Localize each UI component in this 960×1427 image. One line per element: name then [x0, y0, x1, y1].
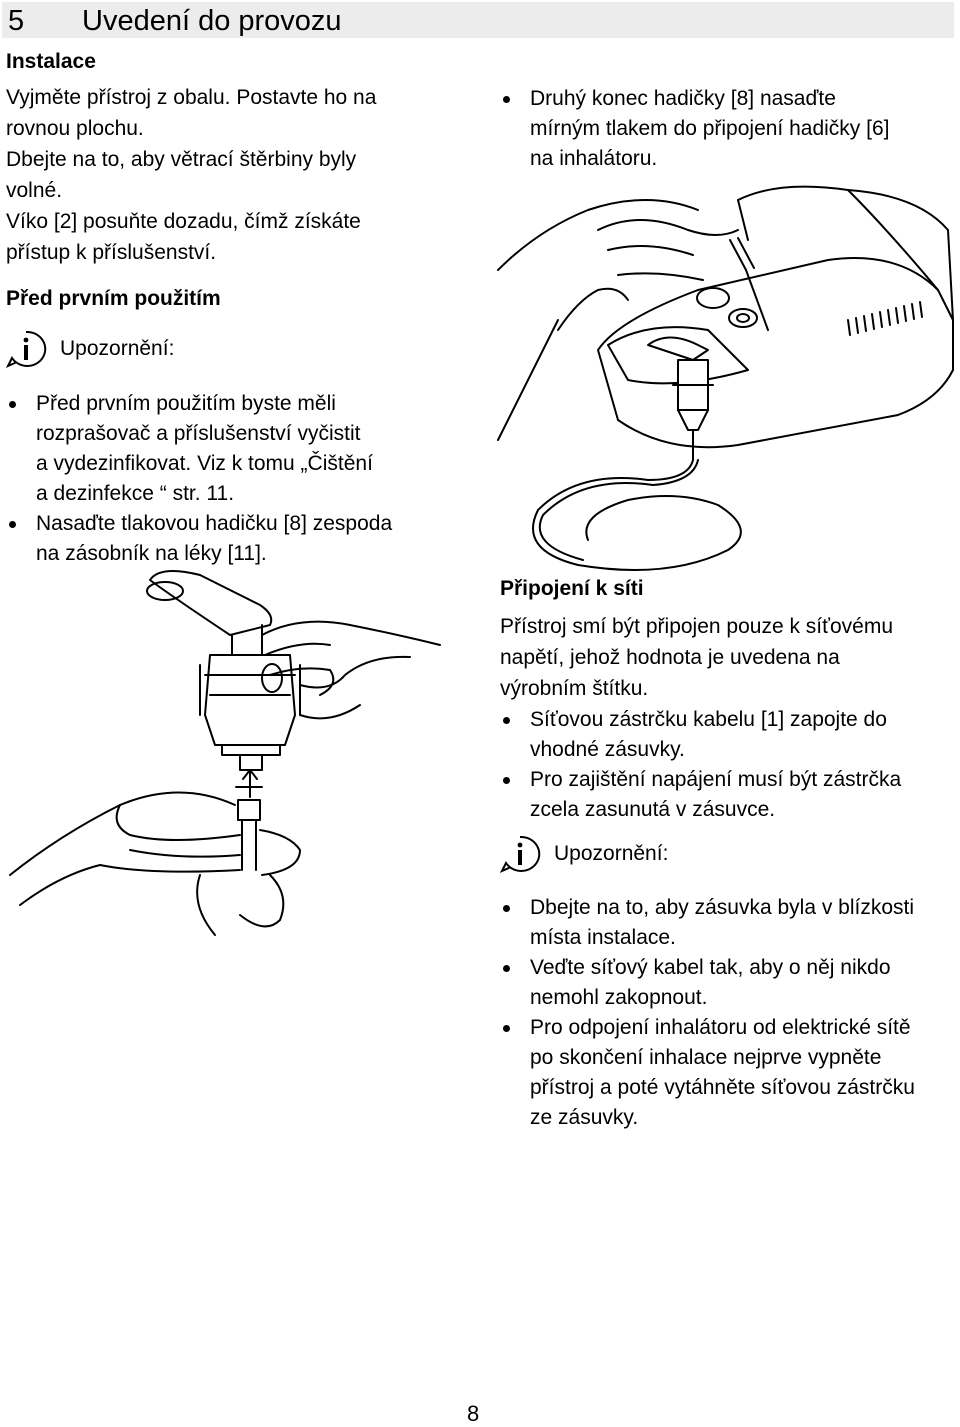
list-item — [500, 705, 901, 765]
text-line: nemohl zakopnout. — [530, 986, 708, 1009]
text-line: Pro zajištění napájení musí být zástrčka — [530, 768, 902, 791]
note-label: Upozornění: — [554, 842, 669, 865]
mains-bullet-list — [500, 705, 901, 825]
text-line: na inhalátoru. — [530, 147, 658, 170]
first-use-bullet-list — [6, 389, 392, 569]
text-line: Veďte síťový kabel tak, aby o něj nikdo — [530, 956, 891, 979]
text-line: Přístroj smí být připojen pouze k síťovému — [500, 615, 894, 638]
mains-paragraph — [500, 611, 893, 704]
note-header-right — [500, 835, 668, 873]
installation-paragraph — [6, 82, 376, 268]
text-line: Před prvním použitím byste měli — [36, 392, 336, 415]
connect-tube-bullet — [500, 84, 889, 174]
text-line: volné. — [6, 179, 63, 202]
text-line: výrobním štítku. — [500, 677, 649, 700]
installation-heading: Instalace — [6, 50, 96, 73]
inhaler-device-illustration — [498, 170, 958, 580]
text-line: Vyjměte přístroj z obalu. Postavte ho na — [6, 86, 377, 109]
list-item — [500, 953, 915, 1013]
text-line: na zásobník na léky [11]. — [36, 542, 267, 565]
info-icon — [500, 835, 540, 873]
list-item — [500, 893, 915, 953]
note-header-left — [6, 330, 174, 368]
text-line: zcela zasunutá v zásuvce. — [530, 798, 776, 821]
list-item — [500, 84, 889, 174]
text-line: místa instalace. — [530, 926, 676, 949]
page-number: 8 — [467, 1401, 480, 1426]
text-line: Víko [2] posuňte dozadu, čímž získáte — [6, 210, 361, 233]
text-line: a vydezinfikovat. Viz k tomu „Čištění — [36, 452, 373, 475]
note-bullet-list — [500, 893, 915, 1133]
text-line: přístroj a poté vytáhněte síťovou zástrčku — [530, 1076, 915, 1099]
text-line: Druhý konec hadičky [8] nasaďte — [530, 87, 836, 110]
section-number: 5 — [8, 5, 25, 37]
text-line: a dezinfekce “ str. 11. — [36, 482, 235, 505]
text-line: Pro odpojení inhalátoru od elektrické sítě — [530, 1016, 911, 1039]
first-use-heading: Před prvním použitím — [6, 287, 221, 310]
info-icon — [6, 330, 46, 368]
text-line: rovnou plochu. — [6, 117, 144, 140]
text-line: vhodné zásuvky. — [530, 738, 685, 761]
text-line: napětí, jehož hodnota je uvedena na — [500, 646, 840, 669]
text-line: Dbejte na to, aby zásuvka byla v blízkosti — [530, 896, 915, 919]
list-item — [500, 765, 901, 825]
list-item — [6, 509, 392, 569]
section-title: Uvedení do provozu — [82, 5, 342, 37]
note-label: Upozornění: — [60, 337, 175, 360]
list-item — [500, 1013, 915, 1133]
text-line: přístup k příslušenství. — [6, 241, 217, 264]
text-line: Dbejte na to, aby větrací štěrbiny byly — [6, 148, 357, 171]
text-line: mírným tlakem do připojení hadičky [6] — [530, 117, 890, 140]
section-header — [2, 2, 954, 38]
mains-heading: Připojení k síti — [500, 577, 644, 600]
text-line: Síťovou zástrčku kabelu [1] zapojte do — [530, 708, 887, 731]
text-line: rozprašovač a příslušenství vyčistit — [36, 422, 361, 445]
text-line: ze zásuvky. — [530, 1106, 639, 1129]
nebulizer-tube-illustration — [0, 575, 460, 955]
list-item — [6, 389, 392, 509]
text-line: po skončení inhalace nejprve vypněte — [530, 1046, 882, 1069]
text-line: Nasaďte tlakovou hadičku [8] zespoda — [36, 512, 393, 535]
